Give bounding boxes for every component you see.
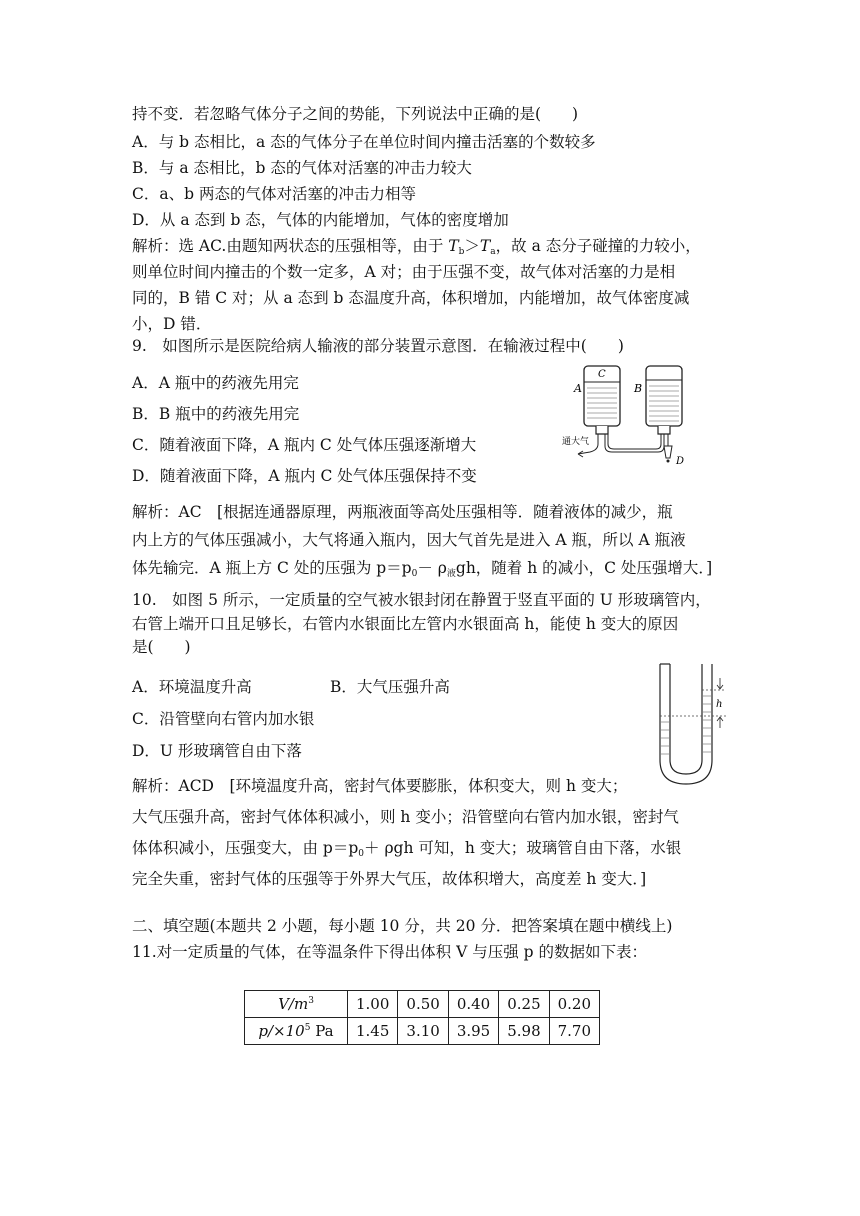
- q8-option-d: D．从 a 态到 b 态，气体的内能增加，气体的密度增加: [132, 211, 509, 229]
- q8-stem-tail: 持不变．若忽略气体分子之间的势能，下列说法中正确的是( ): [132, 105, 579, 123]
- q8-analysis-line2: 则单位时间内撞击的个数一定多，A 对；由于压强不变，故气体对活塞的力是相: [132, 263, 676, 281]
- section2-heading: 二、填空题(本题共 2 小题，每小题 10 分，共 20 分．把答案填在题中横线上): [132, 917, 673, 935]
- q9-option-a: A．A 瓶中的药液先用完: [132, 374, 299, 392]
- table-cell: 3.95: [448, 1018, 498, 1045]
- q8-option-c: C．a、b 两态的气体对活塞的冲击力相等: [132, 185, 416, 203]
- q8-option-a: A．与 b 态相比，a 态的气体分子在单位时间内撞击活塞的个数较多: [132, 133, 596, 151]
- q9-stem: 9. 如图所示是医院给病人输液的部分装置示意图．在输液过程中( ): [132, 337, 624, 355]
- q10-option-b: B．大气压强升高: [330, 678, 450, 696]
- q8-analysis-line1: 解析：选 AC.由题知两状态的压强相等，由于 $T_b>T_a$，故 a 态分子碰撞的力较小，: [132, 237, 701, 257]
- table-cell: 0.20: [549, 991, 599, 1018]
- q10-stem-line1: 10. 如图 5 所示，一定质量的空气被水银封闭在静置于竖直平面的 U 形玻璃管内，: [132, 591, 711, 609]
- q10-option-a: A．环境温度升高: [132, 678, 252, 696]
- q9-option-d: D．随着液面下降，A 瓶内 C 处气体压强保持不变: [132, 467, 477, 485]
- table-cell: 1.00: [348, 991, 398, 1018]
- height-h-label: h: [716, 699, 723, 710]
- table-cell: 3.10: [398, 1018, 448, 1045]
- point-c-label: C: [598, 369, 606, 380]
- table-row: [245, 1018, 600, 1045]
- infusion-bottles-diagram: [562, 360, 704, 470]
- q10-analysis-line4: 完全失重，密封气体的压强等于外界大气压，故体积增大，高度差 h 变大．]: [132, 870, 647, 888]
- q9-analysis-line3: 体先输完．A 瓶上方 C 处的压强为 $p=p_0- \rho_液gh$，随着 h 的减小，C 处压强增大．]: [132, 559, 713, 579]
- bottle-a-label: A: [574, 382, 582, 395]
- q9-option-c: C．随着液面下降，A 瓶内 C 处气体压强逐渐增大: [132, 436, 477, 454]
- table-cell: 0.50: [398, 991, 448, 1018]
- q10-analysis-line1: 解析：ACD [环境温度升高，密封气体要膨胀，体积变大，则 h 变大；: [132, 777, 628, 795]
- table-cell: 0.25: [499, 991, 549, 1018]
- q8-analysis-line4: 小，D 错．: [132, 315, 212, 333]
- q10-analysis-line2: 大气压强升高，密封气体体积减小，则 h 变小；沿管壁向右管内加水银，密封气: [132, 808, 679, 826]
- q8-option-b: B．与 a 态相比，b 态的气体对活塞的冲击力较大: [132, 159, 472, 177]
- q10-option-d: D．U 形玻璃管自由下落: [132, 742, 302, 760]
- q10-stem-line2: 右管上端开口且足够长，右管内水银面比左管内水银面高 h，能使 h 变大的原因: [132, 615, 679, 633]
- table-cell: 1.45: [348, 1018, 398, 1045]
- u-tube-diagram: [656, 660, 736, 788]
- q10-stem-line3: 是( ): [132, 638, 191, 656]
- q11-stem: 11.对一定质量的气体，在等温条件下得出体积 V 与压强 p 的数据如下表：: [132, 943, 647, 961]
- q9-option-b: B．B 瓶中的药液先用完: [132, 405, 300, 423]
- air-inlet-label: 通大气: [562, 437, 590, 447]
- bottle-b-label: B: [634, 382, 643, 395]
- table-cell: 0.40: [448, 991, 498, 1018]
- table-cell: 5.98: [499, 1018, 549, 1045]
- point-d-label: D: [676, 456, 685, 467]
- q8-analysis-line3: 同的，B 错 C 对；从 a 态到 b 态温度升高，体积增加，内能增加，故气体密度减: [132, 289, 690, 307]
- volume-pressure-table: [244, 990, 600, 1045]
- q10-analysis-line3: 体体积减小，压强变大，由 $p=p_0+ \rho gh$ 可知，h 变大；玻璃管自由下落，水银: [132, 839, 682, 859]
- q9-analysis-line2: 内上方的气体压强减小，大气将通入瓶内，因大气首先是进入 A 瓶，所以 A 瓶液: [132, 531, 686, 549]
- table-row: [245, 991, 600, 1018]
- row-label-volume: $V/m^3$: [245, 991, 348, 1018]
- row-label-pressure: $p/\times 10^5$ Pa: [245, 1018, 348, 1045]
- table-cell: 7.70: [549, 1018, 599, 1045]
- q9-analysis-line1: 解析：AC [根据连通器原理，两瓶液面等高处压强相等．随着液体的减少，瓶: [132, 503, 673, 521]
- q10-option-c: C．沿管壁向右管内加水银: [132, 710, 315, 728]
